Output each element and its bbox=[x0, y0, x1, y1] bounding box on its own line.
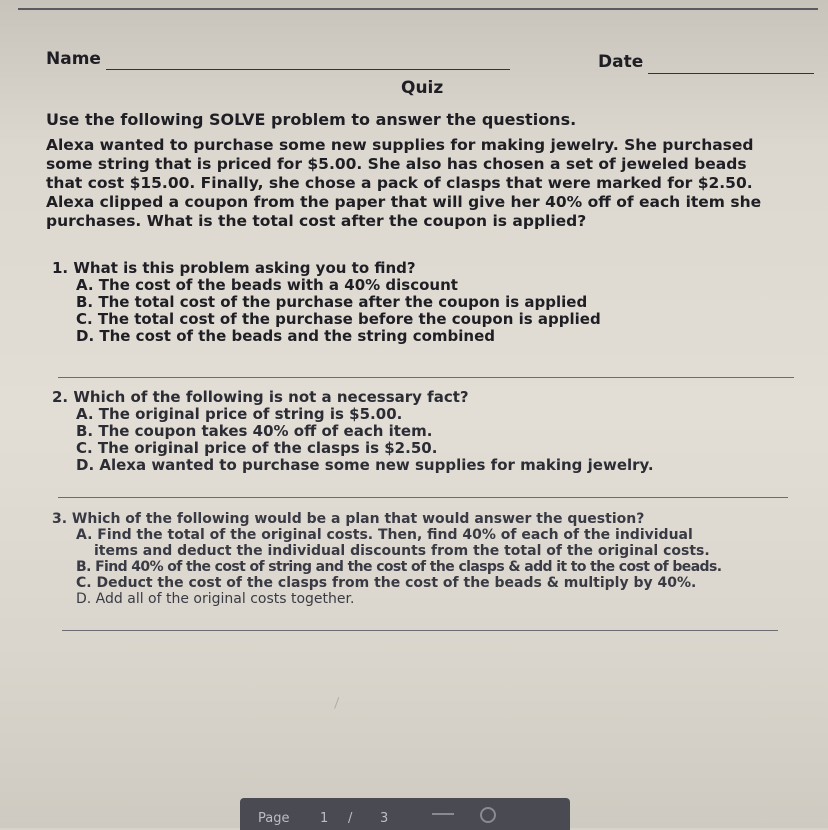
current-page[interactable]: 1 bbox=[320, 811, 329, 826]
answer-option: C. The original price of the clasps is $2.50. bbox=[76, 439, 438, 457]
answer-option: B. The coupon takes 40% off of each item. bbox=[76, 422, 433, 440]
answer-option-continued bbox=[52, 543, 721, 559]
divider bbox=[62, 630, 778, 631]
quiz-title: Quiz bbox=[401, 78, 444, 98]
problem-line: that cost $15.00. Finally, she chose a pack of clasps that were marked for $2.50. bbox=[46, 174, 753, 192]
answer-option: A. Find the total of the original costs. Then, find 40% of each of the individual bbox=[76, 527, 693, 543]
answer-option: D. Alexa wanted to purchase some new supplies for making jewelry. bbox=[76, 456, 654, 474]
question-stem: 2. Which of the following is not a necessary fact? bbox=[52, 388, 469, 406]
top-rule bbox=[18, 8, 818, 10]
name-label: Name bbox=[46, 49, 101, 69]
zoom-icon[interactable] bbox=[480, 807, 496, 823]
page-label: Page bbox=[258, 811, 290, 826]
answer-option: B. Find 40% of the cost of string and the cost of the clasps & add it to the cost of beads. bbox=[76, 559, 722, 575]
answer-option-text: items and deduct the individual discounts from the total of the original costs. bbox=[94, 543, 710, 559]
answer-option: B. The total cost of the purchase after the coupon is applied bbox=[76, 293, 588, 311]
divider bbox=[58, 377, 794, 378]
date-blank-line bbox=[648, 73, 814, 74]
question-3 bbox=[52, 511, 721, 607]
answer-option: D. The cost of the beads and the string combined bbox=[76, 327, 495, 345]
question-1 bbox=[52, 260, 601, 345]
problem-line: Alexa wanted to purchase some new supplies for making jewelry. She purchased bbox=[46, 136, 754, 154]
question-stem: 1. What is this problem asking you to find? bbox=[52, 259, 416, 277]
name-blank-line bbox=[106, 69, 510, 70]
date-label: Date bbox=[598, 52, 644, 72]
problem-text bbox=[46, 136, 816, 231]
answer-option: A. The original price of string is $5.00. bbox=[76, 405, 403, 423]
total-pages: 3 bbox=[380, 811, 389, 826]
answer-option: C. Deduct the cost of the clasps from the cost of the beads & multiply by 40%. bbox=[76, 575, 697, 591]
question-2 bbox=[52, 389, 654, 474]
answer-option: D. Add all of the original costs together. bbox=[76, 591, 355, 607]
divider bbox=[58, 497, 788, 498]
answer-option: A. The cost of the beads with a 40% discount bbox=[76, 276, 458, 294]
zoom-out-icon[interactable] bbox=[432, 813, 454, 815]
problem-line: some string that is priced for $5.00. She also has chosen a set of jeweled beads bbox=[46, 155, 747, 173]
instructions: Use the following SOLVE problem to answer the questions. bbox=[46, 110, 577, 129]
problem-line: purchases. What is the total cost after the coupon is applied? bbox=[46, 212, 587, 230]
page-separator: / bbox=[348, 811, 353, 826]
problem-line: Alexa clipped a coupon from the paper that will give her 40% off of each item she bbox=[46, 193, 762, 211]
question-stem: 3. Which of the following would be a plan that would answer the question? bbox=[52, 511, 645, 527]
pencil-mark bbox=[334, 697, 345, 711]
answer-option: C. The total cost of the purchase before the coupon is applied bbox=[76, 310, 601, 328]
page-navigator[interactable] bbox=[240, 798, 570, 830]
